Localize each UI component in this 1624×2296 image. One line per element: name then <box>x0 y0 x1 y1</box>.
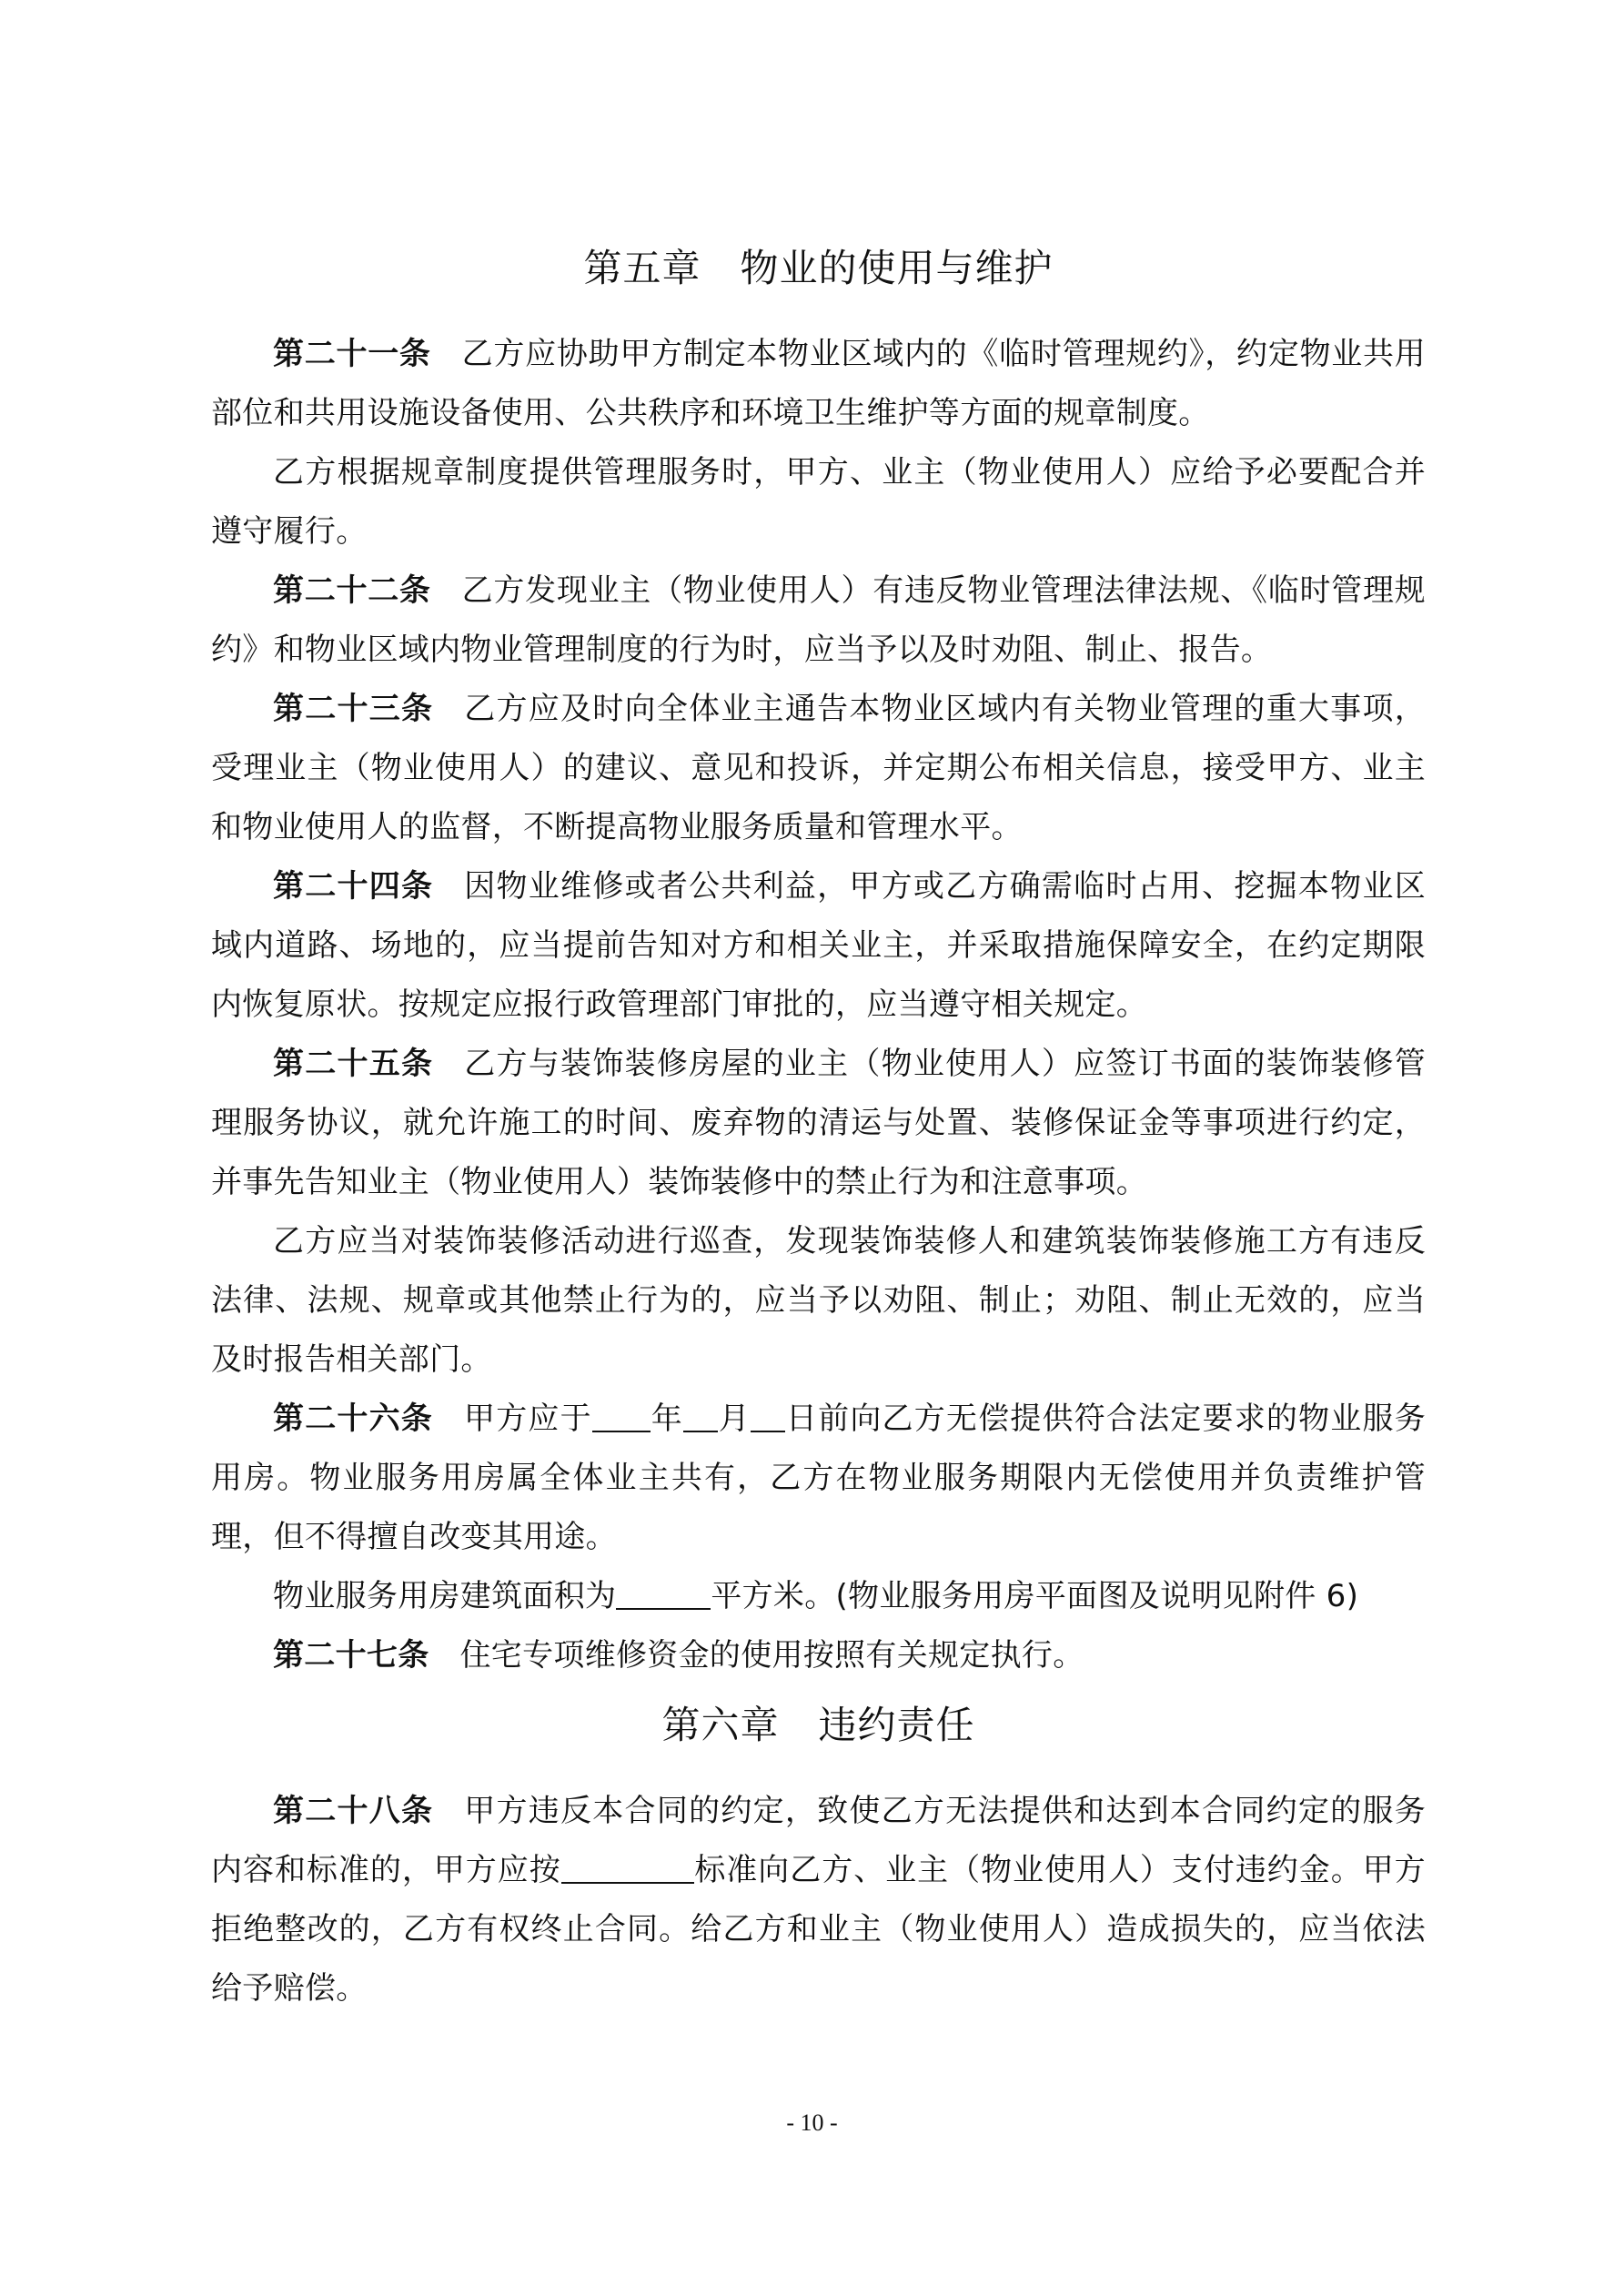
article-24-label: 第二十四条 <box>273 868 434 905</box>
article-23 <box>211 680 1426 857</box>
article-25-text: 乙方与装饰装修房屋的业主（物业使用人）应签订书面的装饰装修管理服务协议，就允许施工的时间、废弃物的清运与处置、装修保证金等事项进行约定，并事先告知业主（物业使用人）装饰装修中的禁止行为和注意事项。 <box>211 1046 1426 1200</box>
chapter-5-title: 第五章 物业的使用与维护 <box>583 246 1054 290</box>
article-27-label: 第二十七条 <box>273 1637 429 1674</box>
article-26-text-2: 年 <box>650 1401 683 1437</box>
article-21 <box>211 325 1426 443</box>
penalty-standard-blank[interactable] <box>561 1855 694 1884</box>
article-28-text-2: 标准向乙方、业主（物业使用人）支付违约金。甲方拒绝整改的，乙方有权终止合同。给乙方和业主（物业使用人）造成损失的，应当依法给予赔偿。 <box>211 1852 1426 2007</box>
article-24 <box>211 857 1426 1035</box>
article-26-text-4: 日前向乙方无偿提供符合法定要求的物业服务用房。物业服务用房属全体业主共有，乙方在物业服务期限内无偿使用并负责维护管理，但不得擅自改变其用途。 <box>211 1401 1426 1555</box>
article-21-paragraph-2: 乙方根据规章制度提供管理服务时，甲方、业主（物业使用人）应给予必要配合并遵守履行。 <box>211 454 1426 550</box>
article-27-text: 住宅专项维修资金的使用按照有关规定执行。 <box>459 1637 1084 1674</box>
page-content <box>211 241 1426 2018</box>
day-blank[interactable] <box>751 1403 785 1432</box>
page-number: - 10 - <box>786 2109 838 2136</box>
article-26-label: 第二十六条 <box>273 1401 433 1437</box>
article-22 <box>211 561 1426 680</box>
article-26-text-1: 甲方应于 <box>464 1401 592 1437</box>
article-25-paragraph-2: 乙方应当对装饰装修活动进行巡查，发现装饰装修人和建筑装饰装修施工方有违反法律、法规、规章或其他禁止行为的，应当予以劝阻、制止；劝阻、制止无效的，应当及时报告相关部门。 <box>211 1223 1426 1378</box>
article-23-label: 第二十三条 <box>273 691 434 727</box>
article-28 <box>211 1782 1426 2018</box>
article-24-text: 因物业维修或者公共利益，甲方或乙方确需临时占用、挖掘本物业区域内道路、场地的，应当提前告知对方和相关业主，并采取措施保障安全，在约定期限内恢复原状。按规定应报行政管理部门审批的，应当遵守相关规定。 <box>211 868 1426 1023</box>
article-21-text: 乙方应协助甲方制定本物业区域内的《临时管理规约》，约定物业共用部位和共用设施设备使用、公共秩序和环境卫生维护等方面的规章制度。 <box>211 336 1426 431</box>
article-22-text: 乙方发现业主（物业使用人）有违反物业管理法律法规、《临时管理规约》和物业区域内物业管理制度的行为时，应当予以及时劝阻、制止、报告。 <box>211 572 1426 668</box>
month-blank[interactable] <box>683 1403 718 1432</box>
article-26-paragraph-2 <box>211 1567 1426 1626</box>
area-text-2: 平方米。(物业服务用房平面图及说明见附件 6) <box>711 1578 1359 1614</box>
year-blank[interactable] <box>592 1403 651 1432</box>
article-26-text-3: 月 <box>717 1401 751 1437</box>
article-28-label: 第二十八条 <box>273 1793 434 1829</box>
article-25-label: 第二十五条 <box>273 1046 434 1082</box>
article-26 <box>211 1390 1426 1567</box>
article-28-text-1: 甲方违反本合同的约定，致使乙方无法提供和达到本合同约定的服务内容和标准的，甲方应按 <box>211 1793 1426 1888</box>
area-text-1: 物业服务用房建筑面积为 <box>273 1578 617 1614</box>
article-23-text: 乙方应及时向全体业主通告本物业区域内有关物业管理的重大事项，受理业主（物业使用人）的建议、意见和投诉，并定期公布相关信息，接受甲方、业主和物业使用人的监督，不断提高物业服务质量和管理水平。 <box>211 691 1426 845</box>
area-blank[interactable] <box>616 1581 711 1610</box>
article-25 <box>211 1035 1426 1212</box>
article-27 <box>211 1626 1426 1685</box>
chapter-6-title: 第六章 违约责任 <box>661 1703 975 1747</box>
article-22-label: 第二十二条 <box>273 572 431 609</box>
article-21-label: 第二十一条 <box>273 336 431 372</box>
